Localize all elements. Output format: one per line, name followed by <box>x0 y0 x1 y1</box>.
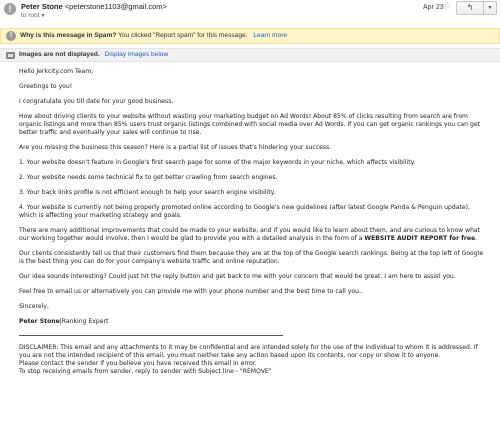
spam-explanation-banner <box>0 28 500 44</box>
message-header <box>0 0 500 24</box>
spam-banner-detail: You clicked "Report spam" for this message. <box>118 32 248 39</box>
reply-button-group <box>456 1 497 15</box>
paragraph-adwords: How about driving clients to your website without wasting your marketing budget on Ad Words! About 85% of clicks resulting from search are from organic listings and more than 85% users trust organic listings combined with social media over Ad Words. If you can get organic rankings you can get better traffic and eventually your sales will continue to rise. <box>19 113 480 136</box>
images-banner-text <box>19 51 168 58</box>
star-icon[interactable]: ☆ <box>443 1 452 12</box>
greeting-line-2: Greetings to you! <box>19 83 73 90</box>
paragraph-congratulate: I congratulate you till date for your good business. <box>19 98 174 105</box>
closing: Sincerely, <box>19 303 49 310</box>
chevron-down-icon[interactable]: ▼ <box>40 13 46 19</box>
issue-item-1: 1. Your website doesn't feature in Google's first search page for some of the major keywords in your niche, which affects visibility. <box>19 159 416 166</box>
image-icon <box>6 52 15 59</box>
issue-item-2: 2. Your website needs some technical fix to get better crawling from search engines. <box>19 174 278 181</box>
paragraph-missing-business: Are you missing the business this season? Here is a partial list of issues that's hindering your success. <box>19 144 332 151</box>
greeting: Hello Jerkcity.com Team, <box>19 68 94 75</box>
images-banner-title: Images are not displayed. <box>19 51 100 58</box>
recipient-label: to root <box>21 12 40 19</box>
disclaimer-text: DISCLAIMER: This email and any attachments to it may be confidential and are intended solely for the use of the individual to whom it is addressed. If you are not the intended recipient of this email, you must neither take any action based upon its contents, nor copy or show it to anyone. <box>19 344 478 359</box>
message-date: Apr 23 <box>423 4 444 11</box>
spam-banner-title: Why is this message in Spam? <box>20 32 117 39</box>
sender-email: <peterstone1103@gmail.com> <box>64 2 167 11</box>
chevron-down-icon: ▼ <box>487 5 493 11</box>
signature <box>19 318 489 326</box>
audit-offer-end: . <box>475 235 478 242</box>
disclaimer-contact: Please contact the sender if you believe you have received this email in error. <box>19 360 257 367</box>
paragraph-clients: Our clients consistently tell us that their customers find them because they are at the top of the Google search rankings. Being at the top left of Google is the best thing you can do for your company's website traffic and online reputation. <box>19 250 484 265</box>
reply-icon: ↰ <box>466 3 474 12</box>
images-hidden-banner <box>0 48 500 62</box>
reply-button[interactable] <box>457 2 484 14</box>
signature-name: Peter Stone <box>19 318 60 325</box>
more-options-button[interactable] <box>484 2 496 14</box>
disclaimer <box>19 344 489 376</box>
issue-item-3: 3. Your back links profile is not efficient enough to help your search engine visibility. <box>19 189 276 196</box>
signature-divider <box>19 335 283 336</box>
sender-line <box>21 2 167 11</box>
display-images-link[interactable]: Display images below <box>104 51 169 58</box>
paragraph-reply-request: Our idea sounds interesting? Could just hit the reply button and get back to me with your concern that would be great. I am here to assist you. <box>19 273 456 280</box>
issue-item-4: 4. Your website is currently not being properly promoted online according to Google's new guidelines (after latest Google Panda & Penguin update), which is affecting your marketing strategy and goals. <box>19 204 470 219</box>
message-body <box>19 68 489 376</box>
disclaimer-unsubscribe: To stop receiving emails from sender, reply to sender with Subject line - "REMOVE" <box>19 368 272 375</box>
audit-offer-highlight: WEBSITE AUDIT REPORT for free <box>364 235 476 242</box>
paragraph-contact: Feel free to email us or alternatively you can provide me with your phone number and the best time to call you.. <box>19 288 363 295</box>
audit-offer-text: There are many additional improvements that could be made to your website, and if you would like to learn about them, and are curious to know what our working together would involve, then I would be glad to provide you with a detailed analysis in the form of a <box>19 227 481 242</box>
spam-banner-text <box>20 32 287 39</box>
signature-title: |Ranking Expert <box>59 318 109 325</box>
warning-icon: ! <box>6 31 16 41</box>
learn-more-link[interactable]: Learn more <box>253 32 288 39</box>
sender-name[interactable]: Peter Stone <box>21 2 63 11</box>
recipient-line[interactable] <box>21 12 45 19</box>
paragraph-audit-offer <box>19 227 489 243</box>
sender-warning-icon: ! <box>4 3 16 15</box>
